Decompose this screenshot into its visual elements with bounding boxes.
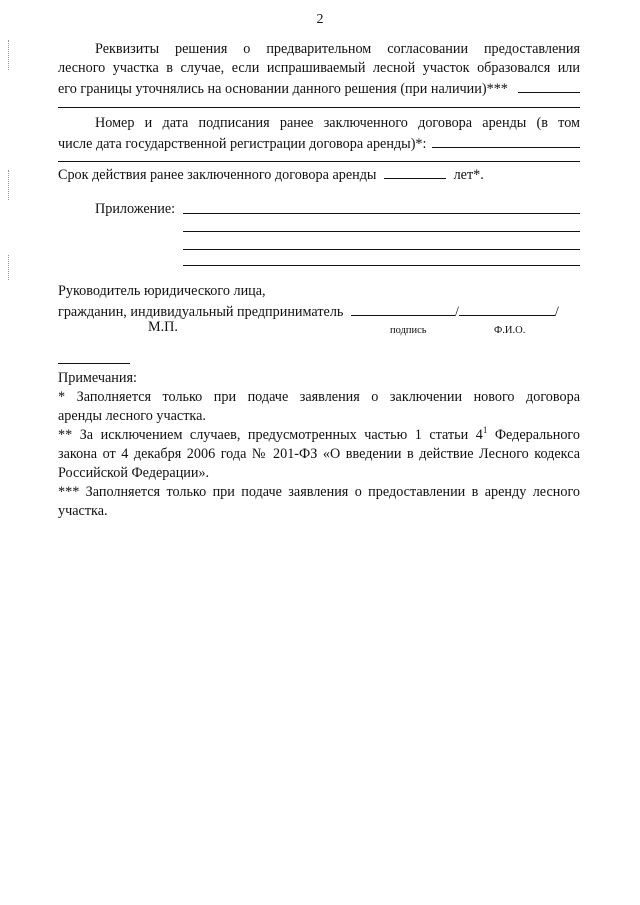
requisites-line-3 (58, 78, 580, 99)
note-2-line-2: закона от 4 декабря 2006 года № 201-ФЗ «О введении в действие Лесного кодекса (58, 446, 580, 462)
requisites-input-line[interactable] (518, 78, 580, 93)
scan-edge-mark (8, 170, 10, 200)
note-2-line-1 (58, 426, 580, 445)
requisites-paragraph (58, 40, 580, 99)
lease-contract-input-line[interactable] (432, 133, 580, 148)
footnote-separator (58, 363, 130, 364)
signature-caption: подпись (390, 325, 427, 336)
scan-edge-mark (8, 255, 10, 280)
full-name-input[interactable] (459, 301, 555, 316)
notes-section (58, 369, 580, 521)
signature-input[interactable] (351, 301, 455, 316)
notes-title: Примечания: (58, 370, 137, 386)
note-3-line-1: *** Заполняется только при подаче заявления о предоставлении в аренду лесного (58, 484, 580, 500)
signatory-line-2-text: гражданин, индивидуальный предприниматель (58, 304, 344, 320)
note-2-superscript: 1 (482, 425, 488, 435)
note-1-line-2: аренды лесного участка. (58, 408, 206, 424)
attachment-line-4[interactable] (183, 265, 580, 266)
attachment-line-2[interactable] (183, 231, 580, 232)
note-2-line-1-a: ** За исключением случаев, предусмотренных частью 1 статьи 4 (58, 427, 483, 443)
note-3-line-2: участка. (58, 503, 108, 519)
attachment-line-3[interactable] (183, 249, 580, 250)
term-years-input[interactable] (384, 164, 446, 179)
attachment-label: Приложение: (95, 201, 176, 217)
separator-slash-2: / (554, 304, 559, 320)
lease-contract-paragraph (58, 114, 580, 154)
requisites-continuation-line[interactable] (58, 107, 580, 108)
signatory-line-1: Руководитель юридического лица, (58, 283, 266, 299)
attachment-line-1[interactable] (183, 213, 580, 214)
name-caption: Ф.И.О. (494, 325, 526, 336)
lease-contract-line-1: Номер и дата подписания ранее заключенного договора аренды (в том (95, 115, 580, 131)
term-prefix: Срок действия ранее заключенного договора аренды (58, 167, 377, 183)
page-number: 2 (316, 12, 324, 27)
signatory-block (58, 282, 580, 322)
note-2-line-1-b: Федерального (487, 427, 580, 443)
scan-edge-mark (8, 40, 10, 70)
note-2-line-3: Российской Федерации». (58, 465, 210, 481)
requisites-line-3-text: его границы уточнялись на основании данного решения (при наличии)*** (58, 81, 508, 97)
signatory-line-2 (58, 301, 580, 322)
term-suffix: лет*. (453, 167, 484, 183)
term-line (58, 164, 580, 185)
term-paragraph (58, 164, 580, 185)
requisites-line-2: лесного участка в случае, если испрашиваемый лесной участок образовался или (58, 60, 580, 76)
lease-contract-line-2-text: числе дата государственной регистрации договора аренды)*: (58, 136, 427, 152)
requisites-line-1: Реквизиты решения о предварительном согласовании предоставления (95, 41, 580, 57)
note-1-line-1: * Заполняется только при подаче заявления о заключении нового договора (58, 389, 580, 405)
separator-slash-1: / (454, 304, 459, 320)
stamp-placeholder: М.П. (148, 319, 178, 335)
lease-contract-continuation-line[interactable] (58, 161, 580, 162)
lease-contract-line-2 (58, 133, 580, 154)
